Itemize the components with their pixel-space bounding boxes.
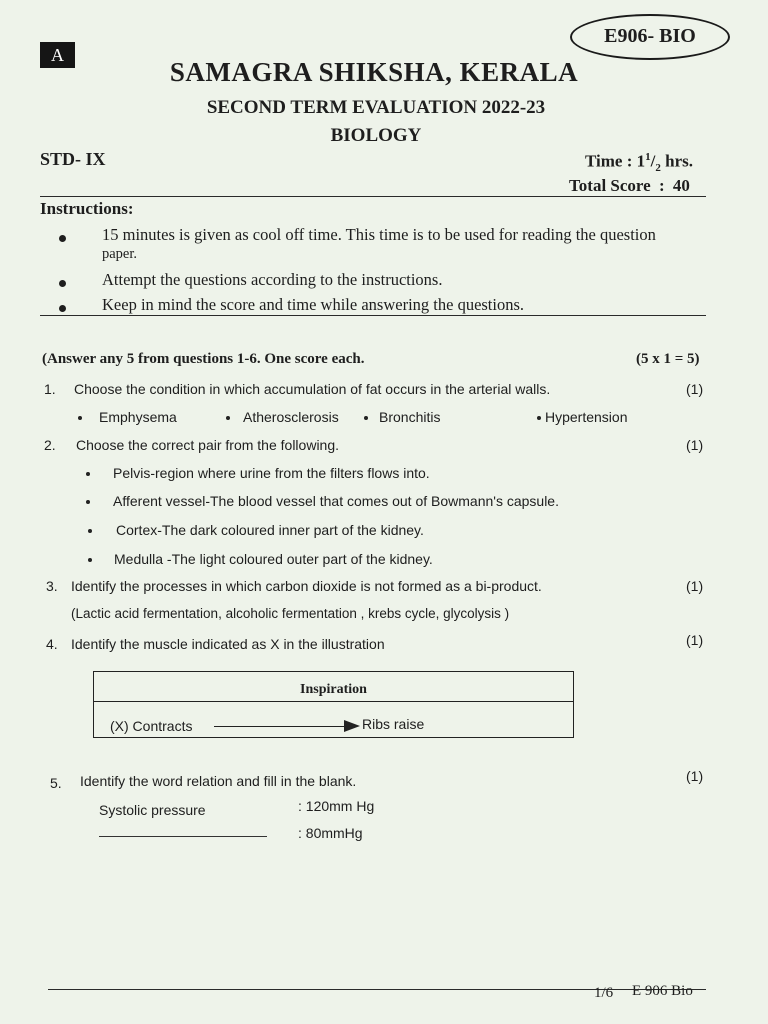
question-text: Choose the correct pair from the following.: [76, 437, 340, 453]
option-bullet-icon: [86, 472, 90, 476]
exam-title: SECOND TERM EVALUATION 2022-23: [206, 97, 546, 118]
section-heading: (Answer any 5 from questions 1-6. One score each.: [42, 351, 365, 367]
option-bullet-icon: [537, 416, 541, 420]
footer-code: E 906 Bio: [632, 983, 693, 999]
total-score: [569, 176, 690, 196]
option-text: Atherosclerosis: [243, 409, 339, 425]
question-score: (1): [686, 437, 704, 453]
instruction-item: Attempt the questions according to the instructions.: [102, 270, 443, 289]
instructions-title: Instructions:: [40, 199, 134, 218]
question-number: 2.: [44, 437, 56, 453]
time-numerator: 1: [645, 151, 651, 163]
option-bullet-icon: [78, 416, 82, 420]
section-marks: (5 x 1 = 5): [636, 351, 700, 367]
question-score: (1): [686, 632, 704, 648]
option-bullet-icon: [364, 416, 368, 420]
question-score: (1): [686, 768, 704, 784]
question-subtext: (Lactic acid fermentation, alcoholic fermentation , krebs cycle, glycolysis ): [71, 606, 510, 621]
page-number: 1/6: [594, 985, 614, 1001]
bullet-icon: [59, 280, 66, 287]
pair-right: : 120mm Hg: [298, 798, 375, 814]
question-text: Identify the muscle indicated as X in the illustration: [71, 636, 385, 652]
question-text: Identify the word relation and fill in the blank.: [80, 773, 357, 789]
subject-title: BIOLOGY: [330, 125, 422, 146]
question-text: Identify the processes in which carbon dioxide is not formed as a bi-product.: [71, 578, 542, 594]
header-rule: [40, 196, 706, 197]
diagram-title: Inspiration: [300, 682, 367, 697]
question-score: (1): [686, 578, 704, 594]
instruction-item: 15 minutes is given as cool off time. This time is to be used for reading the question: [102, 225, 656, 244]
question-number: 1.: [44, 381, 56, 397]
option-bullet-icon: [88, 558, 92, 562]
option-text: Bronchitis: [379, 409, 441, 425]
question-text: Choose the condition in which accumulation of fat occurs in the arterial walls.: [74, 381, 551, 397]
time-unit: hrs.: [660, 151, 693, 171]
blank-line: [99, 836, 267, 837]
pair-right: : 80mmHg: [298, 825, 363, 841]
option-text: Afferent vessel-The blood vessel that comes out of Bowmann's capsule.: [113, 493, 559, 509]
score-value: 40: [672, 176, 690, 195]
time-label: [585, 151, 693, 174]
bullet-icon: [59, 235, 66, 242]
question-number: 3.: [46, 578, 58, 594]
option-bullet-icon: [88, 529, 92, 533]
diagram-left-label: (X) Contracts: [110, 718, 193, 734]
option-text: Pelvis-region where urine from the filters flows into.: [113, 465, 430, 481]
time-prefix: Time : 1: [585, 151, 646, 171]
option-text: Cortex-The dark coloured inner part of the kidney.: [116, 522, 424, 538]
time-denominator: 2: [655, 162, 661, 175]
score-sep: :: [658, 176, 665, 195]
instruction-item-cont: paper.: [102, 246, 138, 262]
std-label: STD- IX: [40, 149, 106, 169]
bullet-icon: [59, 305, 66, 312]
instruction-item: Keep in mind the score and time while answering the questions.: [102, 295, 525, 314]
instructions-rule: [40, 315, 706, 316]
option-text: Hypertension: [545, 409, 628, 425]
pair-left: Systolic pressure: [99, 802, 206, 818]
question-score: (1): [686, 381, 704, 397]
score-label: Total Score: [569, 176, 651, 195]
option-bullet-icon: [86, 500, 90, 504]
diagram-right-label: Ribs raise: [362, 716, 425, 732]
arrow-head-icon: [344, 720, 360, 732]
time-slash: /: [650, 151, 656, 171]
paper-code-oval: E906- BIO: [570, 14, 730, 60]
org-title: SAMAGRA SHIKSHA, KERALA: [169, 57, 579, 87]
diagram-divider: [94, 701, 573, 702]
option-text: Medulla -The light coloured outer part of the kidney.: [114, 551, 433, 567]
option-bullet-icon: [226, 416, 230, 420]
set-badge: A: [40, 42, 75, 68]
question-number: 5.: [50, 775, 62, 791]
arrow-line: [214, 726, 346, 727]
question-number: 4.: [46, 636, 58, 652]
option-text: Emphysema: [99, 409, 177, 425]
